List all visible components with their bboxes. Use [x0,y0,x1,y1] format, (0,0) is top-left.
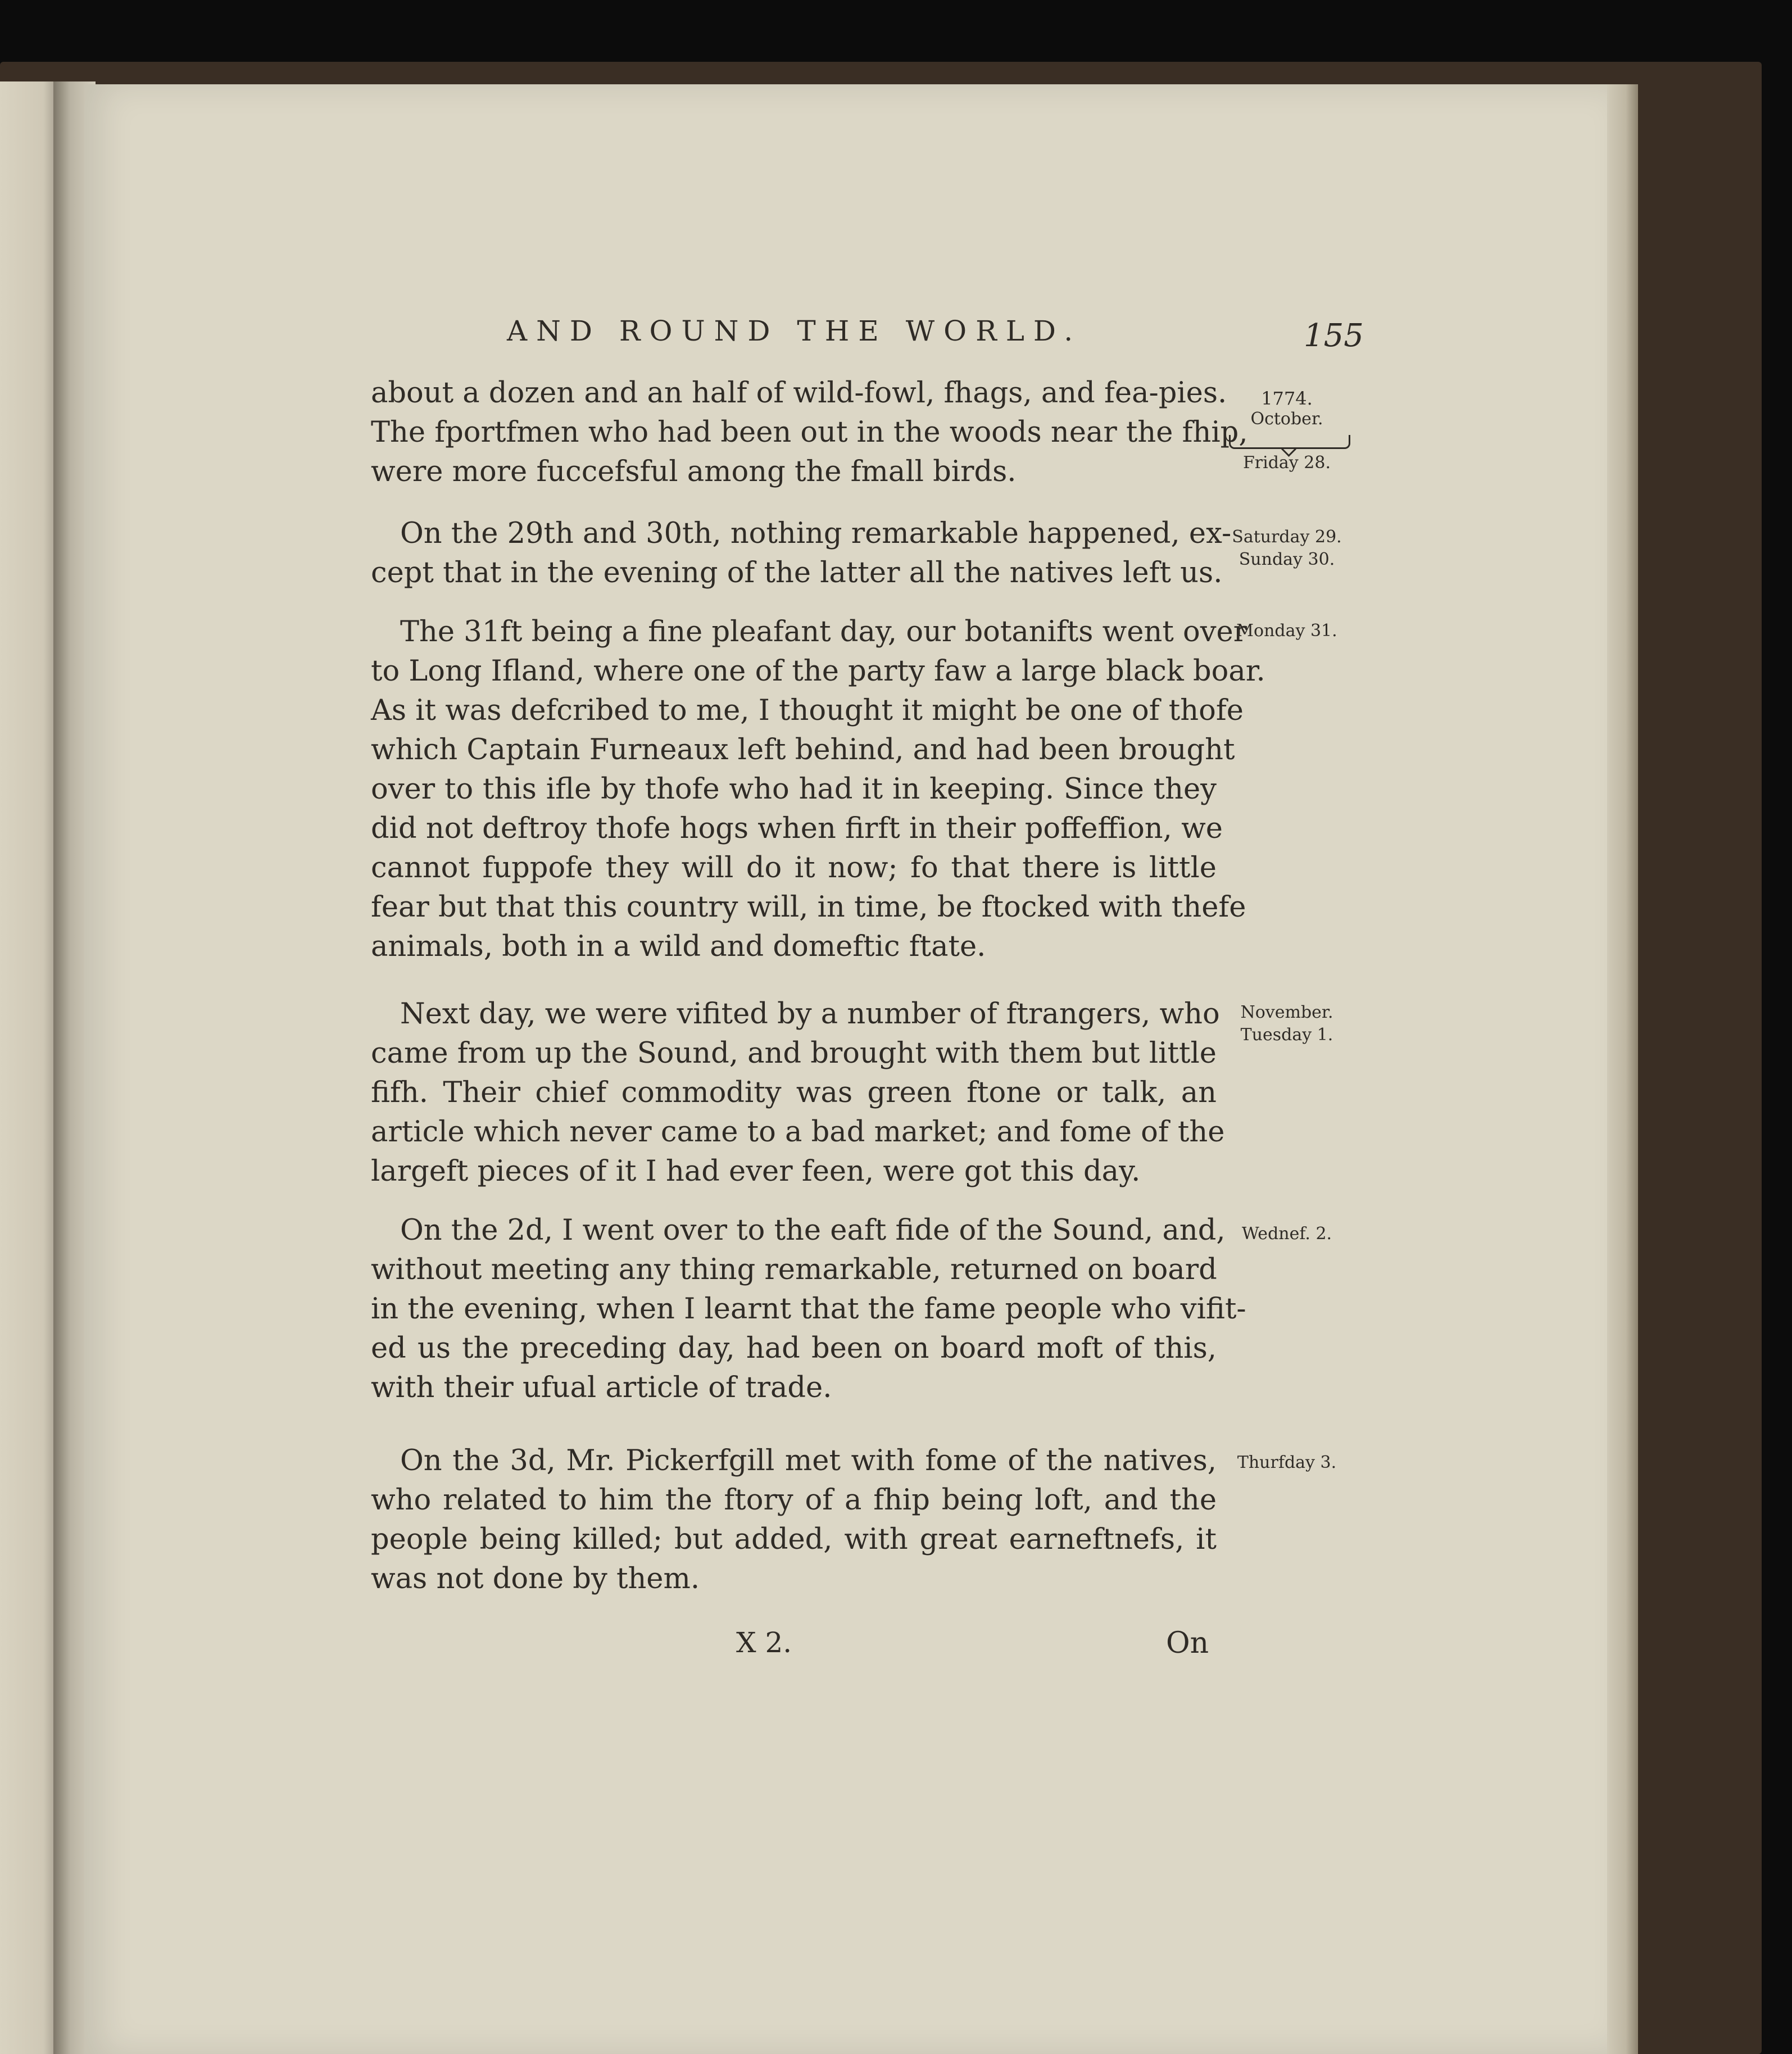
text-line: fifh. Their chief commodity was green ftone or talk, an [371,1076,1217,1109]
margin-month-november: November. [1240,1003,1333,1022]
text-line: did not deftroy thofe hogs when firft in their poffeffion, we [371,812,1223,845]
page-fore-edge [1607,84,1638,2054]
page-number: 155 [1304,318,1364,354]
text-line: were more fuccefsful among the fmall birds. [371,455,1017,488]
text-line: fear but that this country will, in time, be ftocked with thefe [371,891,1246,924]
margin-date-sunday: Sunday 30. [1238,550,1335,569]
text-line: over to this ifle by thofe who had it in keeping. Since they [371,773,1217,806]
text-line: was not done by them. [371,1562,700,1595]
text-line: animals, both in a wild and domeftic ftate. [371,930,986,963]
facing-page-edge [0,81,62,2054]
text-line: cept that in the evening of the latter all the natives left us. [371,556,1223,590]
text-line: cannot fuppofe they will do it now; fo that there is little [371,851,1217,885]
signature-mark: X 2. [736,1626,792,1659]
text-line: On the 29th and 30th, nothing remarkable happened, ex- [400,517,1232,550]
text-line: As it was defcribed to me, I thought it might be one of thofe [371,694,1244,727]
text-line: largeft pieces of it I had ever feen, were got this day. [371,1155,1141,1188]
running-title: AND ROUND THE WORLD. [507,315,1082,347]
text-line: ed us the preceding day, had been on board moft of this, [371,1332,1217,1365]
text-line: On the 2d, I went over to the eaft fide of the Sound, and, [400,1214,1226,1247]
text-line: On the 3d, Mr. Pickerfgill met with fome of the natives, [400,1444,1217,1477]
text-line: The 31ft being a fine pleafant day, our botanifts went over [400,615,1247,649]
text-line: in the evening, when I learnt that the fame people who vifit- [371,1293,1246,1326]
catchword: On [1166,1626,1209,1660]
margin-year: 1774. [1261,388,1313,409]
text-line: people being killed; but added, with great earneftnefs, it [371,1523,1217,1556]
text-line: The fportfmen who had been out in the woods near the fhip, [371,416,1248,449]
margin-month-october: October. [1250,409,1323,429]
text-line: came from up the Sound, and brought with them but little [371,1037,1217,1070]
margin-date-tuesday: Tuesday 1. [1240,1025,1333,1045]
text-line: Next day, we were vifited by a number of ftrangers, who [400,997,1220,1031]
margin-date-wednesday: Wednef. 2. [1241,1224,1332,1244]
margin-date-saturday: Saturday 29. [1232,527,1342,547]
margin-date-monday: Monday 31. [1236,621,1337,641]
text-line: article which never came to a bad market; and fome of the [371,1116,1225,1149]
text-line: who related to him the ftory of a fhip being loft, and the [371,1484,1217,1517]
text-line: without meeting any thing remarkable, returned on board [371,1253,1217,1286]
text-line: to Long Ifland, where one of the party faw a large black boar. [371,655,1265,688]
text-line: with their ufual article of trade. [371,1371,832,1404]
text-line: about a dozen and an half of wild-fowl, fhags, and fea-pies. [371,377,1227,410]
margin-date-friday: Friday 28. [1242,453,1331,473]
text-line: which Captain Furneaux left behind, and had been brought [371,733,1235,767]
margin-date-thursday: Thurfday 3. [1237,1453,1337,1472]
